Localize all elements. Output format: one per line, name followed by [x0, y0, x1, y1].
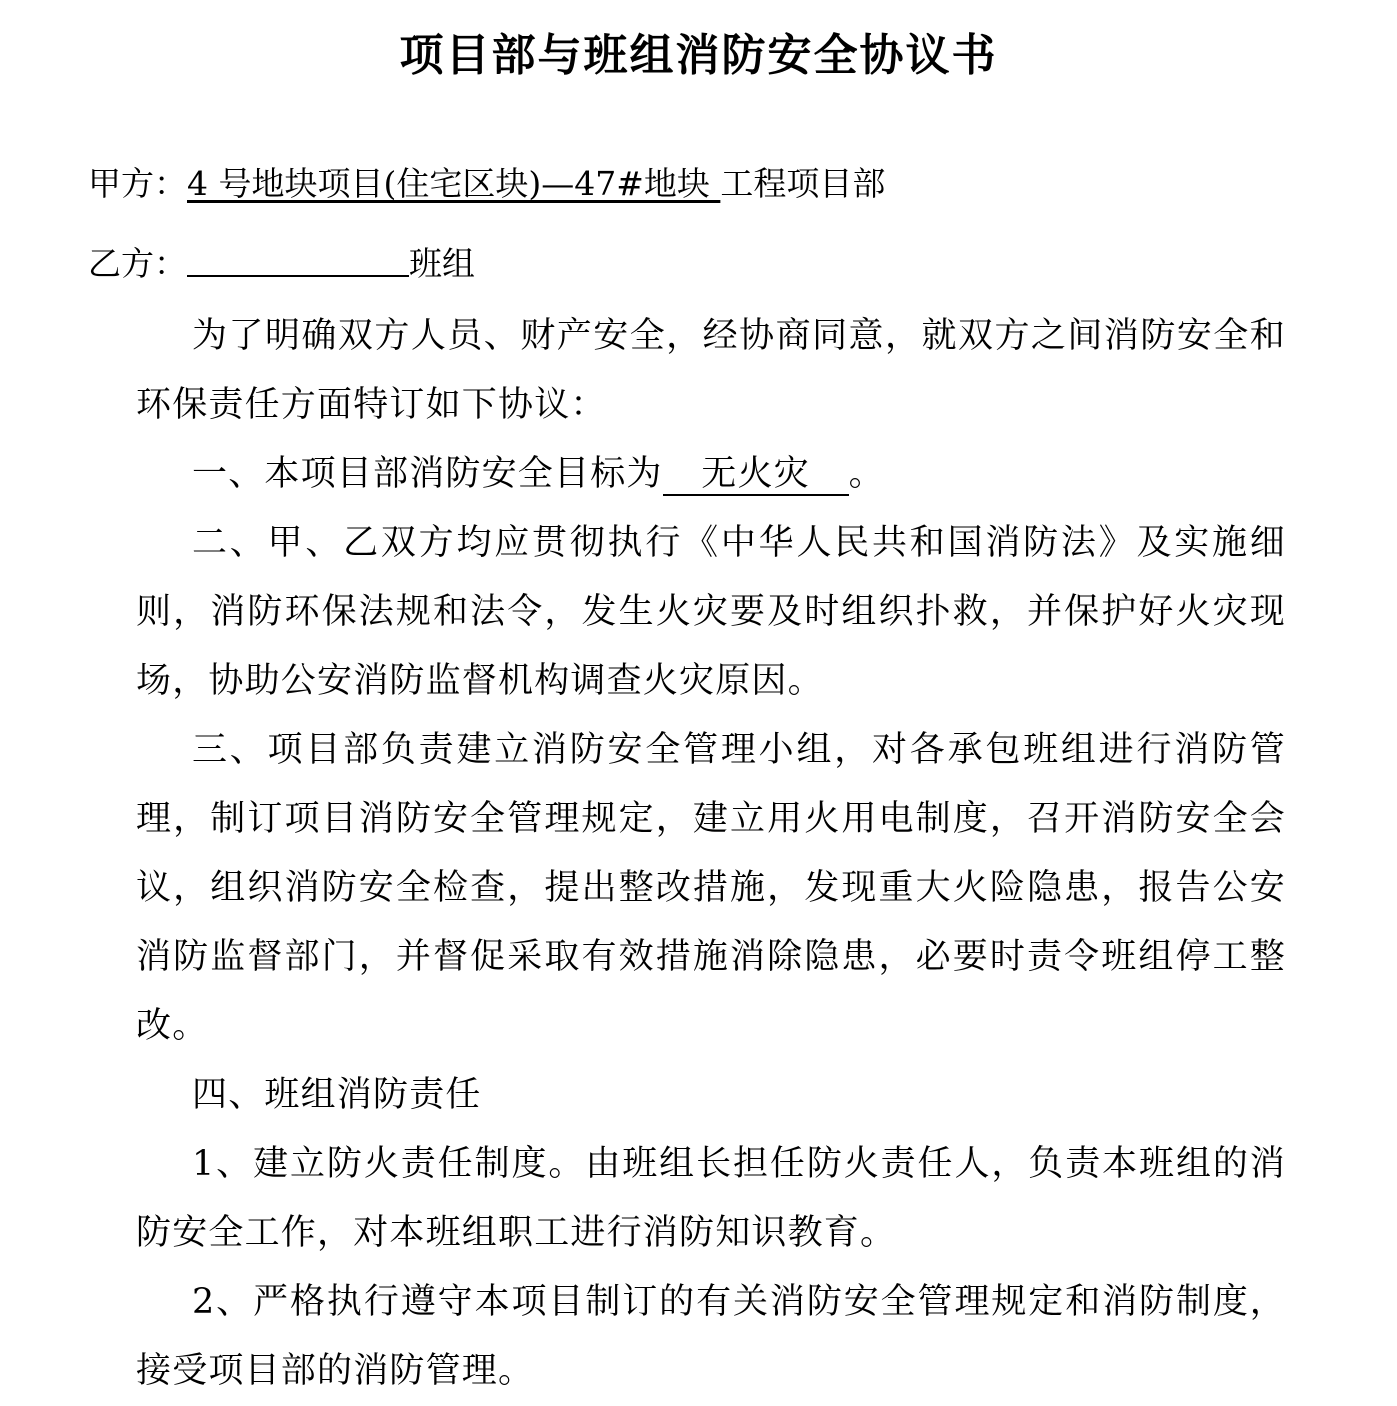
party-a-label: 甲方：: [88, 164, 187, 203]
clause-4-item-2: 2、严格执行遵守本项目制订的有关消防安全管理规定和消防制度，接受项目部的消防管理。: [136, 1282, 1286, 1391]
clause-1-paragraph: [136, 440, 1286, 509]
party-a-suffix: 工程项目部: [720, 164, 886, 203]
party-a-name: 4 号地块项目(住宅区块)—47#地块: [187, 164, 721, 203]
clause-2-paragraph: 二、甲、乙双方均应贯彻执行《中华人民共和国消防法》及实施细则，消防环保法规和法令，发生火灾要及时组织扑救，并保护好火灾现场，协助公安消防监督机构调查火灾原因。: [136, 523, 1286, 701]
party-b-label: 乙方：: [88, 244, 187, 283]
intro-paragraph: 为了明确双方人员、财产安全，经协商同意，就双方之间消防安全和环保责任方面特订如下协议：: [136, 316, 1286, 425]
clause-1-goal: 无火灾: [663, 454, 849, 496]
document-title: 项目部与班组消防安全协议书: [399, 30, 998, 81]
clause-3-paragraph: 三、项目部负责建立消防安全管理小组，对各承包班组进行消防管理，制订项目消防安全管理规定，建立用火用电制度，召开消防安全会议，组织消防安全检查，提出整改措施，发现重大火险隐患，报告公安消防监督部门，并督促采取有效措施消除隐患，必要时责令班组停工整改。: [136, 730, 1286, 1046]
party-a-line: [88, 162, 885, 206]
clause-1-suffix: 。: [848, 454, 885, 494]
clause-4-item-1: 1、建立防火责任制度。由班组长担任防火责任人，负责本班组的消防安全工作，对本班组职工进行消防知识教育。: [136, 1144, 1286, 1253]
party-b-blank-field: [187, 245, 409, 277]
party-b-line: [88, 242, 475, 286]
party-b-suffix: 班组: [409, 244, 475, 283]
clause-1-prefix: 一、本项目部消防安全目标为: [192, 454, 663, 494]
agreement-body: [136, 302, 1286, 1406]
clause-4-heading: 四、班组消防责任: [192, 1075, 482, 1115]
